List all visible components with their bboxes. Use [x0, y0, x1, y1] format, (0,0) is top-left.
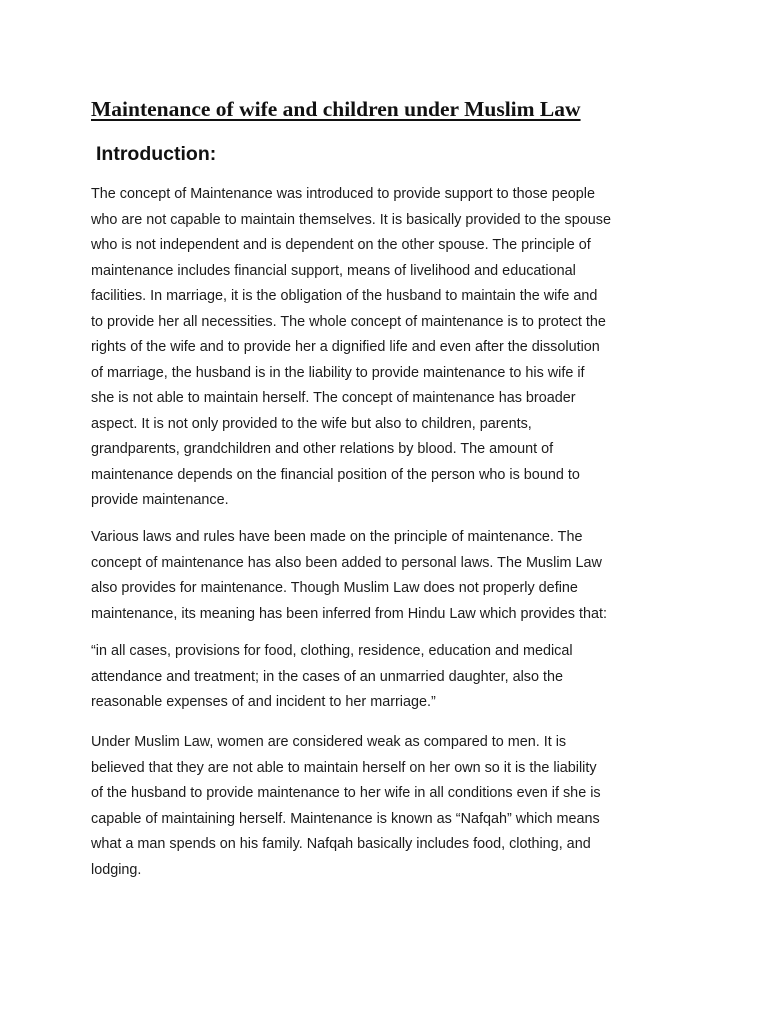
text-line: concept of maintenance has also been added to personal laws. The Muslim Law: [91, 554, 602, 571]
text-line: to provide her all necessities. The whole concept of maintenance is to protect the: [91, 313, 606, 330]
text-line: Various laws and rules have been made on the principle of maintenance. The: [91, 529, 583, 545]
text-line: grandparents, grandchildren and other relations by blood. The amount of: [91, 441, 554, 457]
text-line: facilities. In marriage, it is the obligation of the husband to maintain the wife and: [91, 288, 598, 304]
text-line: maintenance, its meaning has been inferred from Hindu Law which provides that:: [91, 605, 607, 622]
text-line: of the husband to provide maintenance to her wife in all conditions even if she is: [91, 785, 601, 801]
paragraph-concept-of-maintenance: [91, 182, 691, 514]
paragraph-various-laws: [91, 525, 691, 627]
document-title: Maintenance of wife and children under Muslim Law: [91, 97, 581, 121]
text-line: who are not capable to maintain themselves. It is basically provided to the spouse: [91, 211, 611, 228]
text-line: maintenance includes financial support, means of livelihood and educational: [91, 262, 576, 279]
paragraph-under-muslim-law: [91, 730, 691, 883]
text-line: of marriage, the husband is in the liability to provide maintenance to his wife if: [91, 364, 585, 381]
text-line: capable of maintaining herself. Maintenance is known as “Nafqah” which means: [91, 810, 600, 827]
text-line: believed that they are not able to maintain herself on her own so it is the liability: [91, 759, 597, 776]
section-heading-introduction: Introduction:: [96, 143, 217, 165]
text-line: lodging.: [91, 861, 142, 878]
text-line: The concept of Maintenance was introduced to provide support to those people: [91, 186, 595, 202]
paragraph-hindu-law-quote: [91, 639, 691, 716]
text-line: rights of the wife and to provide her a dignified life and even after the dissolution: [91, 339, 600, 355]
text-line: “in all cases, provisions for food, clothing, residence, education and medical: [91, 643, 573, 659]
text-line: she is not able to maintain herself. The concept of maintenance has broader: [91, 390, 576, 406]
text-line: reasonable expenses of and incident to her marriage.”: [91, 694, 436, 710]
text-line: maintenance depends on the financial position of the person who is bound to: [91, 466, 580, 483]
text-line: who is not independent and is dependent on the other spouse. The principle of: [91, 237, 591, 253]
text-line: Under Muslim Law, women are considered weak as compared to men. It is: [91, 734, 567, 750]
text-line: also provides for maintenance. Though Muslim Law does not properly define: [91, 580, 578, 596]
text-line: what a man spends on his family. Nafqah basically includes food, clothing, and: [91, 836, 591, 852]
text-line: provide maintenance.: [91, 492, 229, 508]
text-line: aspect. It is not only provided to the wife but also to children, parents,: [91, 415, 532, 432]
text-line: attendance and treatment; in the cases of an unmarried daughter, also the: [91, 668, 564, 685]
